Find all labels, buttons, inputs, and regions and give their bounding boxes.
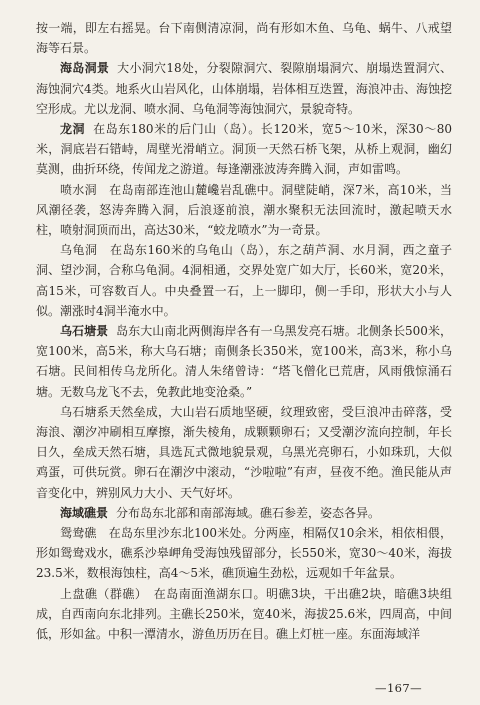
paragraph-6-text: 乌石塘系天然垒成，大山岩石质地坚硬，纹理致密，受巨浪冲击碎落，受海浪、潮汐冲刷相互摩擦，渐失棱角，成颗颗卵石；又受潮汐流向控制，年长日久，垒成天然石塘，具选瓦式微地貌景观，乌黑光亮卵石，小如珠玑，大似鸡蛋，可供玩赏。卵石在潮汐中滚动，“沙啦啦”有声，昼夜不绝。渔民能从声音变化中，辨别风力大小、天气好坏。: [36, 404, 452, 500]
paragraph-1: [36, 58, 452, 119]
paragraph-5: [36, 321, 452, 402]
paragraph-0-text: 按一端，即左右摇晃。台下南侧清凉洞，尚有形如木鱼、乌龟、蜗牛、八戒望海等石景。: [36, 21, 452, 56]
paragraph-9-text: 上盘礁（群礁） 在岛南面渔湖东口。明礁3块，干出礁2块，暗礁3块组成，自西南向东北排列。主礁长250米，宽40米，海拔25.6米，四周高，中间低，形如盆。中积一潭清水，游鱼历历在目。礁上灯桩一座。东面海域洋: [36, 586, 452, 642]
paragraph-9: [36, 584, 452, 645]
paragraph-8: [36, 523, 452, 584]
paragraph-8-text: 鸳鸯礁 在岛东里沙东北100米处。分两座，相隔仅10余米，相依相偎，形如鸳鸯戏水，礁系沙皋岬角受海蚀残留部分，长550米，宽30～40米，海拔23.5米，数根海蚀柱，高4～5米，礁顶遍生劲松，远观如千年盆景。: [36, 526, 452, 581]
paragraph-6: [36, 402, 452, 503]
paragraph-2: [36, 119, 452, 180]
paragraph-1-text: 大小洞穴18处，分裂隙洞穴、裂隙崩塌洞穴、崩塌迭置洞穴、海蚀洞穴4类。地系火山岩风化，山体崩塌，岩体相互迭置，海浪冲击、海蚀挖空形成。尤以龙洞、喷水洞、乌龟洞等海蚀洞穴，景貌奇特。: [36, 61, 452, 116]
paragraph-0: [36, 18, 452, 58]
paragraph-4-text: 乌龟洞 在岛东160米的乌龟山（岛），东之葫芦洞、水月洞，西之童子洞、望沙洞，合称乌龟洞。4洞相通，交界处宽广如大厅，长60米，宽20米，高15米，可容数百人。中央叠置一石，上一脚印，侧一手印，形状大小与人似。潮涨时4洞半淹水中。: [36, 243, 452, 318]
document-body: [36, 18, 452, 644]
heading-wushitang-jing: 乌石塘景: [60, 324, 109, 339]
page-number: —167—: [375, 681, 422, 695]
paragraph-7: [36, 503, 452, 523]
paragraph-3: [36, 180, 452, 241]
heading-longdong: 龙洞: [60, 122, 86, 137]
paragraph-4: [36, 240, 452, 321]
heading-haiyu-jiaojing: 海域礁景: [60, 505, 109, 520]
paragraph-5-text: 岛东大山南北两侧海岸各有一乌黑发亮石塘。北侧条长500米，宽100米，高5米，称大乌石塘；南侧条长350米，宽100米，高3米，称小乌石塘。民间相传乌龙所化。清人朱绪曾诗：“塔飞僧化已荒唐，风雨俄惊涌石塘。无数乌龙飞不去，免教此地变沧桑。”: [36, 324, 452, 399]
paragraph-7-text: 分布岛东北部和南部海域。礁石参差，姿态各异。: [116, 505, 381, 520]
heading-haidao-dongjing: 海岛洞景: [60, 61, 110, 76]
paragraph-2-text: 在岛东180米的后门山（岛）。长120米，宽5～10米，深30～80米，洞底岩石错峙，周壁光滑峭立。洞顶一天然石桥飞架，从桥上观洞，幽幻莫测，曲折环绕，传闻龙之游道。每逢潮涨波涛奔腾入洞，声如雷鸣。: [36, 122, 452, 177]
paragraph-3-text: 喷水洞 在岛南部连池山麓巉岩乱礁中。洞壁陡峭，深7米，高10米，当风潮径袭，怒涛奔腾入洞，后浪逐前浪，潮水聚积无法回流时，激起喷天水柱，喷射洞顶而出，高达30米，“蛟龙喷水”为一奇景。: [36, 182, 452, 238]
